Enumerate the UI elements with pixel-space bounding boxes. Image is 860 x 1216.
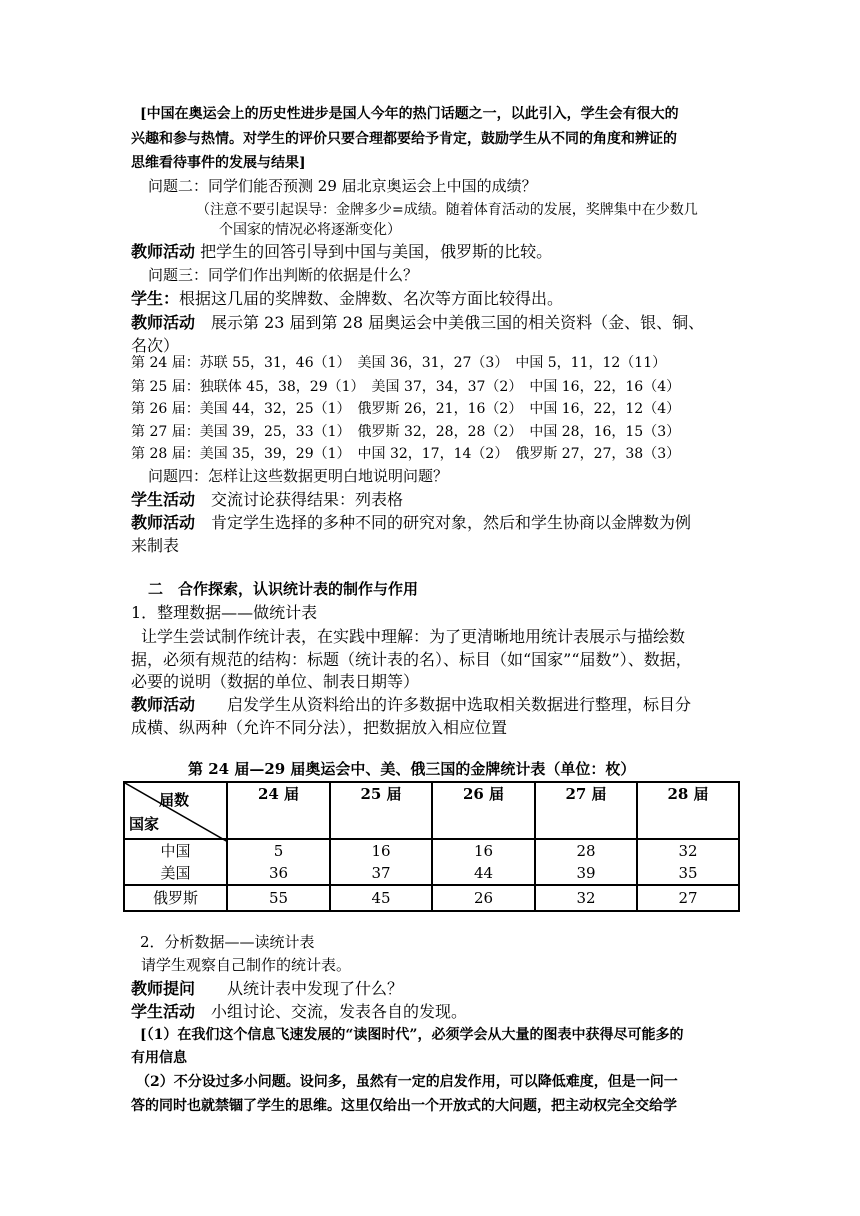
cell-value: 36 — [268, 864, 289, 882]
teaching-note-line: [（1）在我们这个信息飞速发展的“读图时代”，必须学会从大量的图表中获得尽可能多的 — [140, 1027, 684, 1043]
student-activity-1 — [131, 492, 403, 508]
cell-value: 35 — [678, 864, 698, 882]
cell-value: 5 — [273, 842, 284, 860]
teacher-activity-4 — [131, 697, 691, 713]
teaching-note-line: 兴趣和参与热情。对学生的评价只要合理都要给予肯定，鼓励学生从不同的角度和辨证的 — [131, 131, 677, 147]
teacher-activity-3 — [131, 515, 691, 531]
cell-value: 39 — [576, 864, 596, 882]
games-line: 第 27 届：美国 39，25，33（1） 俄罗斯 32，28，28（2） 中国 28，16，15（3） — [131, 424, 681, 440]
activity-label: 学生活动 — [131, 1002, 196, 1021]
teaching-note-line: [中国在奥运会上的历史性进步是国人今年的热门话题之一，以此引入，学生会有很大的 — [140, 106, 679, 122]
activity-text: 展示第 23 届到第 28 届奥运会中美俄三国的相关资料（金、银、铜、 — [195, 313, 705, 332]
teacher-activity-2-cont: 名次） — [131, 336, 180, 355]
activity-text: 把学生的回答引导到中国与美国，俄罗斯的比较。 — [195, 242, 553, 261]
cell-value: 32 — [678, 842, 698, 860]
question-two: 问题二：同学们能否预测 29 届北京奥运会上中国的成绩？ — [148, 177, 537, 195]
cell-value: 28 — [576, 842, 596, 860]
paragraph-line: 请学生观察自己制作的统计表。 — [141, 956, 352, 974]
activity-label: 学生活动 — [131, 490, 196, 509]
activity-label: 教师活动 — [131, 513, 196, 532]
activity-label: 教师提问 — [131, 979, 196, 998]
games-line: 第 28 届：美国 35，39，29（1） 中国 32，17，14（2） 俄罗斯 27，27，38（3） — [131, 446, 681, 462]
student-activity-2 — [131, 1004, 467, 1020]
games-line: 第 26 届：美国 44，32，25（1） 俄罗斯 26，21，16（2） 中国 16，22，12（4） — [131, 401, 681, 417]
country-cell — [124, 839, 227, 885]
activity-label: 教师活动 — [131, 242, 196, 261]
activity-text: 交流讨论获得结果：列表格 — [195, 490, 404, 509]
student-label: 学生： — [131, 289, 180, 308]
table-header-cell: 25 届 — [330, 782, 432, 839]
table-header-cell: 28 届 — [637, 782, 739, 839]
cell-value: 37 — [371, 864, 391, 882]
table-row — [124, 839, 739, 885]
country-cell: 俄罗斯 — [124, 885, 227, 911]
activity-label: 教师活动 — [131, 313, 196, 332]
table-corner-cell — [124, 782, 227, 839]
table-cell: 27 — [637, 885, 739, 911]
table-cell: 55 — [227, 885, 330, 911]
activity-label: 教师活动 — [131, 695, 196, 714]
gold-medal-table — [123, 781, 740, 912]
teacher-question — [131, 981, 403, 997]
cell-value: 44 — [473, 864, 494, 882]
paragraph-line: 必要的说明（数据的单位、制表日期等） — [131, 672, 420, 691]
teaching-note-line: 思维看待事件的发展与结果] — [131, 155, 306, 171]
cell-value: 16 — [371, 842, 391, 860]
table-cell — [227, 839, 330, 885]
table-cell: 45 — [330, 885, 432, 911]
corner-bottom-label: 国家 — [129, 815, 160, 833]
activity-text: 启发学生从资料给出的许多数据中选取相关数据进行整理，标目分 — [195, 695, 692, 714]
paragraph-line: 据，必须有规范的结构：标题（统计表的名）、标目（如“国家”“届数”）、数据， — [131, 650, 692, 669]
teaching-note-line: 答的同时也就禁锢了学生的思维。这里仅给出一个开放式的大问题，把主动权完全交给学 — [131, 1098, 677, 1114]
question-two-note: （注意不要引起误导：金牌多少=成绩。随着体育活动的发展，奖牌集中在少数几 — [196, 202, 698, 218]
subsection-one-heading: 1．整理数据——做统计表 — [131, 603, 318, 622]
activity-text: 从统计表中发现了什么？ — [195, 979, 404, 998]
table-header-cell: 27 届 — [535, 782, 637, 839]
question-three: 问题三：同学们作出判断的依据是什么？ — [148, 266, 419, 284]
paragraph-line: 让学生尝试制作统计表，在实践中理解：为了更清晰地用统计表展示与描绘数 — [141, 627, 686, 646]
country-name: 中国 — [160, 842, 191, 860]
table-cell — [432, 839, 535, 885]
table-title: 第 24 届—29 届奥运会中、美、俄三国的金牌统计表（单位：枚） — [188, 760, 636, 778]
table-cell — [637, 839, 739, 885]
table-cell: 32 — [535, 885, 637, 911]
student-text: 根据这几届的奖牌数、金牌数、名次等方面比较得出。 — [179, 289, 564, 308]
corner-top-label: 届数 — [159, 791, 190, 809]
teaching-note-line: 有用信息 — [131, 1050, 187, 1066]
activity-text: 小组讨论、交流，发表各自的发现。 — [195, 1002, 468, 1021]
table-header-row — [124, 782, 739, 839]
teaching-note-line: （2）不分设过多小问题。设问多，虽然有一定的启发作用，可以降低难度，但是一问一 — [136, 1074, 678, 1090]
table-cell — [535, 839, 637, 885]
activity-text: 肯定学生选择的多种不同的研究对象，然后和学生协商以金牌数为例 — [195, 513, 692, 532]
table-header-cell: 24 届 — [227, 782, 330, 839]
table-cell: 26 — [432, 885, 535, 911]
section-two-heading: 二 合作探索，认识统计表的制作与作用 — [148, 580, 419, 598]
table-header-cell: 26 届 — [432, 782, 535, 839]
student-line-1 — [131, 291, 563, 307]
table-cell — [330, 839, 432, 885]
cell-value: 16 — [473, 842, 494, 860]
teacher-activity-3-cont: 来制表 — [131, 536, 180, 555]
games-line: 第 25 届：独联体 45，38，29（1） 美国 37，34，37（2） 中国 16，22，16（4） — [131, 379, 681, 395]
table-row — [124, 885, 739, 911]
teacher-activity-4-cont: 成横、纵两种（允许不同分法），把数据放入相应位置 — [131, 718, 508, 737]
question-two-note: 个国家的情况必将逐渐变化） — [219, 222, 401, 238]
teacher-activity-2 — [131, 315, 704, 331]
games-line: 第 24 届：苏联 55，31，46（1） 美国 36，31，27（3） 中国 5，11，12（11） — [131, 355, 667, 371]
country-name: 美国 — [160, 864, 191, 882]
subsection-two-heading: 2．分析数据——读统计表 — [140, 933, 315, 951]
question-four: 问题四：怎样让这些数据更明白地说明问题？ — [148, 467, 449, 485]
teacher-activity-1 — [131, 244, 552, 260]
